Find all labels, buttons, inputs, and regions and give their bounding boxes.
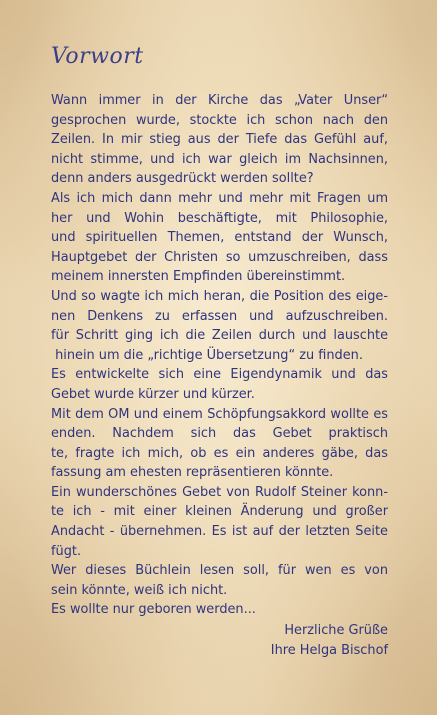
foreword-body (51, 91, 388, 620)
text-line: gesprochen wurde, stockte ich schon nach den (51, 112, 388, 128)
text-line: hinein um die „richtige Übersetzung“ zu finden. (51, 347, 363, 363)
text-line: te ich - mit einer kleinen Änderung und großer (51, 504, 388, 520)
text-line: Mit dem OM und einem Schöpfungsakkord wollte es (51, 406, 388, 422)
text-line: te, fragte ich mich, ob es ein anderes gäbe, das (51, 445, 388, 461)
text-line: Andacht - übernehmen. Es ist auf der letzten Seite (51, 524, 388, 540)
text-line: enden. Nachdem sich das Gebet praktisch (51, 426, 388, 442)
text-line: nicht stimme, und ich war gleich im Nachsinnen, (51, 151, 388, 167)
signature-block (271, 621, 388, 661)
text-line: Zeilen. In mir stieg aus der Tiefe das Gefühl auf, (51, 132, 388, 148)
text-line: Hauptgebet der Christen so umzuschreiben, dass (51, 249, 388, 265)
text-line: Als ich mich dann mehr und mehr mit Fragen um (51, 190, 388, 206)
text-line: meinem innersten Empfinden übereinstimmt. (51, 269, 346, 285)
text-line: fügt. (51, 543, 82, 559)
text-line: Es entwickelte sich eine Eigendynamik und das (51, 367, 388, 383)
text-line: fassung am ehesten repräsentieren könnte. (51, 465, 334, 481)
text-line: Wann immer in der Kirche das „Vater Unser“ (51, 93, 388, 108)
text-line: Und so wagte ich mich heran, die Position des eige- (51, 288, 388, 304)
text-line: her und Wohin beschäftigte, mit Philosophie, (51, 210, 388, 226)
signature-name: Ihre Helga Bischof (270, 643, 388, 658)
text-line: Ein wunderschönes Gebet von Rudolf Steiner konn- (51, 484, 388, 500)
text-line: nen Denkens zu erfassen und aufzuschreiben. (51, 308, 388, 324)
text-line: und spirituellen Themen, entstand der Wunsch, (51, 230, 388, 246)
text-line: sein könnte, weiß ich nicht. (51, 582, 228, 598)
text-line: Gebet wurde kürzer und kürzer. (51, 386, 255, 402)
text-line: für Schritt ging ich die Zeilen durch und lauschte (51, 328, 388, 344)
text-line: denn anders ausgedrückt werden sollte? (51, 171, 314, 187)
signature-greeting: Herzliche Grüße (284, 623, 388, 638)
text-line: Wer dieses Büchlein lesen soll, für wen es von (51, 563, 388, 579)
text-line: Es wollte nur geboren werden... (51, 602, 256, 618)
page-title: Vorwort (51, 44, 144, 69)
